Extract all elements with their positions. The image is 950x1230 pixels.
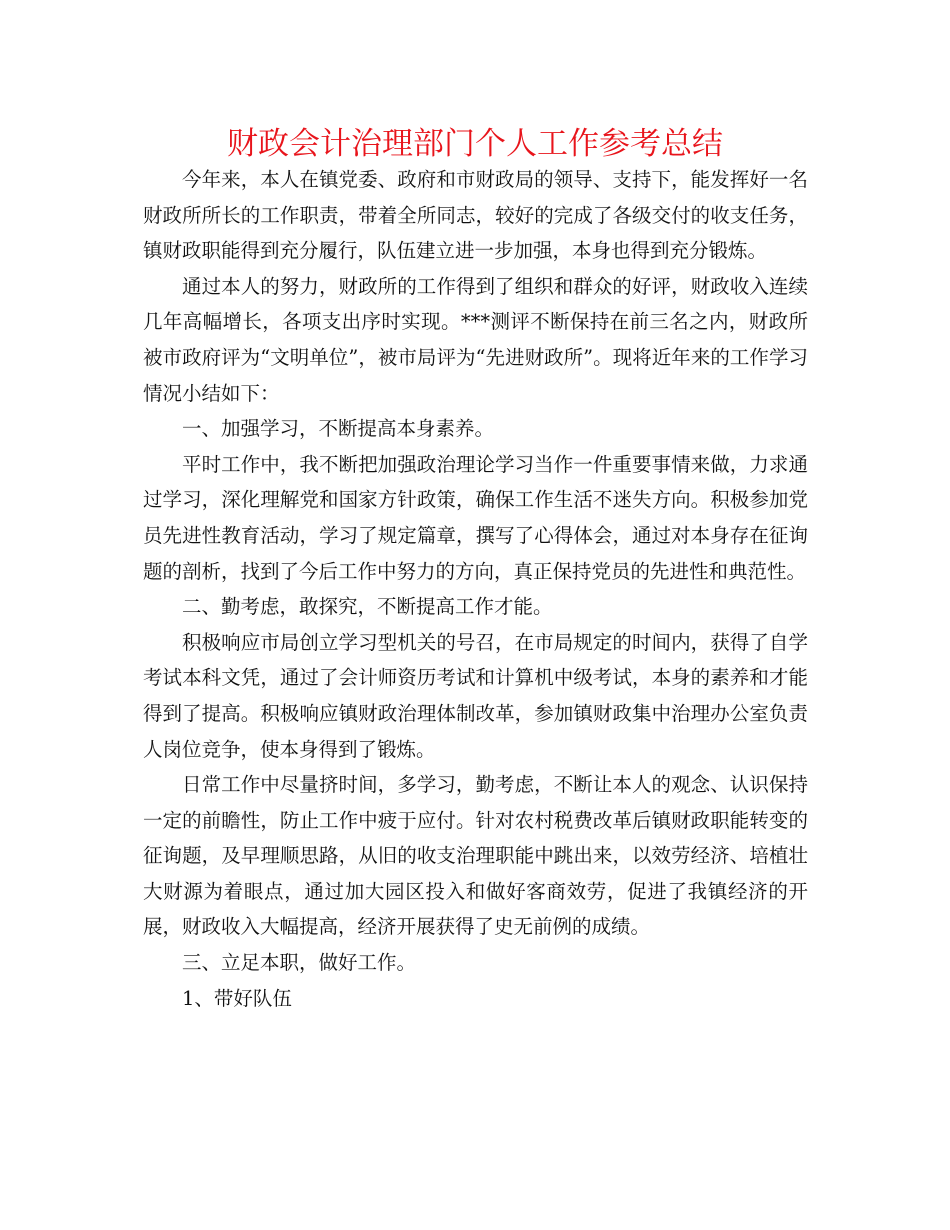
paragraph-achievements: 通过本人的努力，财政所的工作得到了组织和群众的好评，财政收入连续几年高幅增长，各项支出序时实现。***测评不断保持在前三名之内，财政所被市政府评为“文明单位”，被市局评为“先进财政所”。现将近年来的工作学习情况小结如下： <box>143 274 808 405</box>
paragraph-qualifications: 积极响应市局创立学习型机关的号召，在市局规定的时间内，获得了自学考试本科文凭，通过了会计师资历考试和计算机中级考试，本身的素养和才能得到了提高。积极响应镇财政治理体制改革，参加镇财政集中治理办公室负责人岗位竞争，使本身得到了锻炼。 <box>143 630 808 761</box>
document-title: 财政会计治理部门个人工作参考总结 <box>227 126 723 162</box>
section-heading-3: 三、立足本职，做好工作。 <box>182 951 417 975</box>
section-heading-2: 二、勤考虑，敢探究，不断提高工作才能。 <box>182 595 553 619</box>
document-body <box>143 162 808 1016</box>
paragraph-intro: 今年来，本人在镇党委、政府和市财政局的领导、支持下，能发挥好一名财政所所长的工作职责，带着全所同志，较好的完成了各级交付的收支任务，镇财政职能得到充分履行，队伍建立进一步加强，本身也得到充分锻炼。 <box>143 168 808 263</box>
paragraph-study: 平时工作中，我不断把加强政治理论学习当作一件重要事情来做，力求通过学习，深化理解党和国家方针政策，确保工作生活不迷失方向。积极参加党员先进性教育活动，学习了规定篇章，撰写了心得体会，通过对本身存在征询题的剖析，找到了今后工作中努力的方向，真正保持党员的先进性和典范性。 <box>143 452 808 583</box>
section-heading-1: 一、加强学习，不断提高本身素养。 <box>182 417 495 441</box>
paragraph-daily-work: 日常工作中尽量挤时间，多学习，勤考虑，不断让本人的观念、认识保持一定的前瞻性，防止工作中疲于应付。针对农村税费改革后镇财政职能转变的征询题，及早理顺思路，从旧的收支治理职能中跳出来，以效劳经济、培植壮大财源为着眼点，通过加大园区投入和做好客商效劳，促进了我镇经济的开展，财政收入大幅提高，经济开展获得了史无前例的成绩。 <box>143 773 808 939</box>
subsection-heading-1: 1、带好队伍 <box>182 986 292 1010</box>
